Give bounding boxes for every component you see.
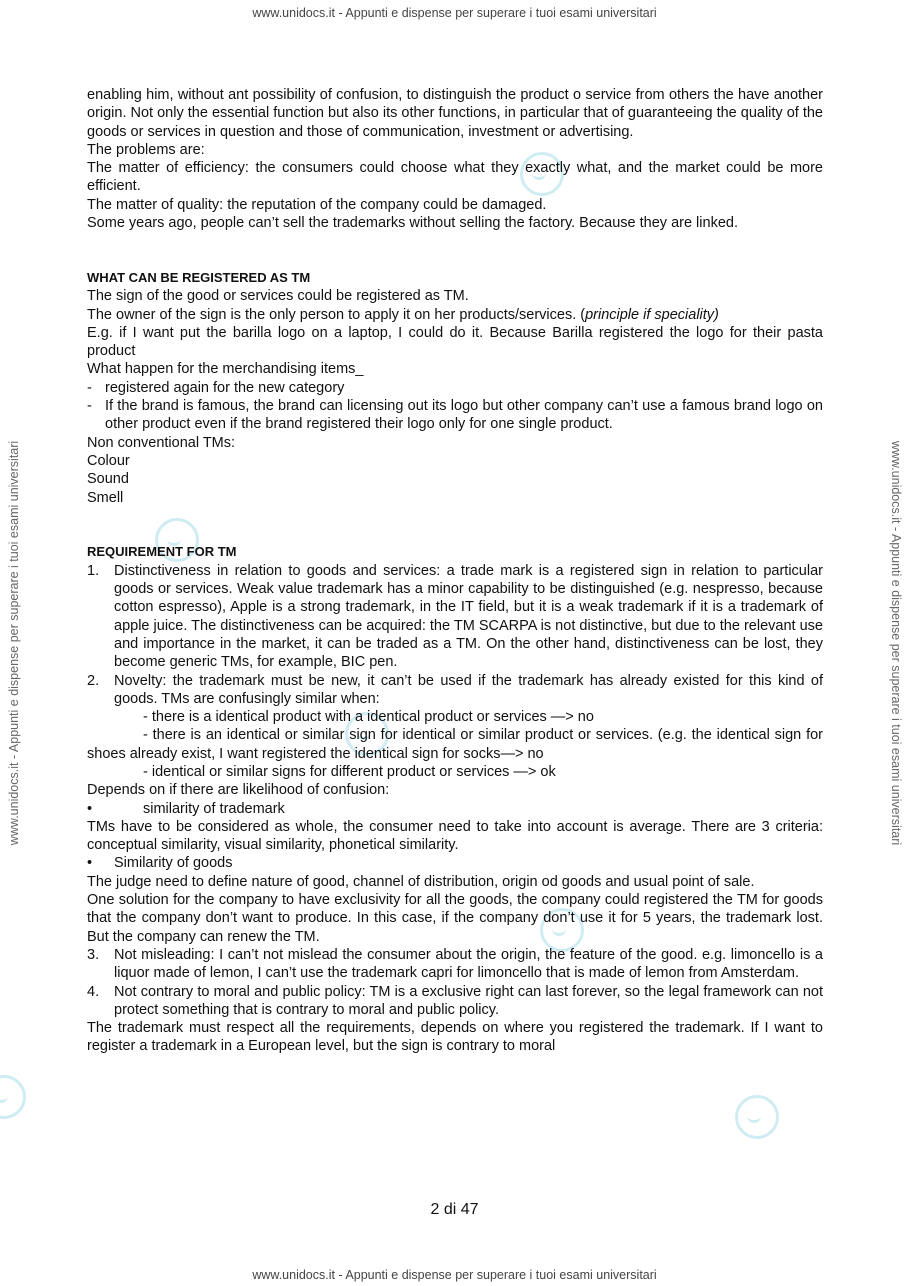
paragraph [87,306,823,324]
numbered-item [87,946,823,983]
sub-item-text: - there is an identical or similar sign for identical or similar product or services. (e.g. the identical sign for shoes already exist, I want registered the identical sign for socks—> no [87,727,823,762]
paragraph-text: The owner of the sign is the only person to apply it on her products/services. ( [87,306,586,323]
list-item: Colour [87,452,130,469]
section-heading: REQUIREMENT FOR TM [87,544,237,560]
watermark-logo-icon [735,1095,779,1139]
paragraph: One solution for the company to have exclusivity for all the goods, the company could registered the TM for goods that the company don’t want to produce. In this case, if the company don’t use it for 5 years, the trademark lost. But the company can renew the TM. [87,892,823,945]
bullet-item [87,854,823,872]
italic-note: principle if speciality) [585,306,719,323]
sub-item: - identical or similar signs for different product or services —> ok [143,763,556,780]
left-watermark-banner: www.unidocs.it - Appunti e dispense per superare i tuoi esami universitari [7,440,21,846]
list-item: Sound [87,471,129,488]
top-watermark-banner: www.unidocs.it - Appunti e dispense per superare i tuoi esami universitari [252,6,657,20]
bullet-text: similarity of trademark [143,800,285,817]
numbered-item [87,672,823,709]
bottom-watermark-banner: www.unidocs.it - Appunti e dispense per superare i tuoi esami universitari [252,1268,657,1282]
paragraph: Non conventional TMs: [87,434,236,451]
item-number: 3. [87,946,100,963]
list-item-text: registered again for the new category [105,379,345,396]
section-heading: WHAT CAN BE REGISTERED AS TM [87,269,311,285]
list-item [87,397,823,434]
paragraph: TMs have to be considered as whole, the consumer need to take into account is average. There are 3 criteria: conceptual similarity, visual similarity, phonetical similarity. [87,818,823,854]
document-body [87,86,823,1056]
list-item: Smell [87,489,124,506]
paragraph: The sign of the good or services could be registered as TM. [87,288,469,305]
item-number: 1. [87,562,100,579]
item-number: 4. [87,983,100,1000]
paragraph: The matter of efficiency: the consumers could choose what they exactly what, and the market could be more efficient. [87,160,823,195]
list-item [87,379,823,397]
bullet-text: Similarity of goods [114,855,233,872]
item-text: Not contrary to moral and public policy: TM is a exclusive right can last forever, so the legal framework can not protect something that is contrary to moral and public policy. [114,983,823,1018]
paragraph: The problems are: [87,141,205,158]
numbered-item [87,562,823,672]
paragraph: The trademark must respect all the requirements, depends on where you registered the trademark. If I want to register a trademark in a European level, but the sign is contrary to moral [87,1020,823,1055]
list-item-text: If the brand is famous, the brand can licensing out its logo but other company can’t use a famous brand logo on other product even if the brand registered their logo only for one single product. [105,398,823,433]
paragraph: enabling him, without ant possibility of confusion, to distinguish the product o service from others the have another origin. Not only the essential function but also its other functions, in particular that of guaranteeing the quality of the goods or services in question and those of communication, investment or advertising. [87,87,823,140]
right-watermark-banner: www.unidocs.it - Appunti e dispense per superare i tuoi esami universitari [889,440,903,846]
bullet-item [87,800,823,818]
paragraph: What happen for the merchandising items_ [87,361,364,378]
bullet-marker: • [87,855,93,872]
sub-item [87,726,823,763]
dash-marker: - [87,398,92,415]
item-text: Distinctiveness in relation to goods and services: a trade mark is a registered sign in relation to particular goods or services. Weak value trademark has a minor capability to be distinguished (e.g. nespresso, because cotton espresso), Apple is a strong trademark, in the IT field, but it is a weak trademark if it is a trademark of apple juice. The distinctiveness can be acquired: the TM SCARPA is not distinctive, but due to the relevant use and importance in the market, it can be traded as a TM. On the other hand, distinctiveness can be lost, they become generic TMs, for example, BIC pen. [114,562,823,671]
page-number: 2 di 47 [430,1201,479,1218]
item-text: Not misleading: I can’t not mislead the consumer about the origin, the feature of the good. e.g. limoncello is a liquor made of lemon, I can’t use the trademark capri for limoncello that is made of lemon from Amsterdam. [114,946,823,982]
paragraph: The judge need to define nature of good, channel of distribution, origin od goods and usual point of sale. [87,873,755,890]
paragraph: The matter of quality: the reputation of the company could be damaged. [87,196,547,213]
watermark-logo-icon [0,1075,26,1119]
paragraph: Some years ago, people can’t sell the trademarks without selling the factory. Because they are linked. [87,215,738,232]
paragraph: E.g. if I want put the barilla logo on a laptop, I could do it. Because Barilla registered the logo for their pasta product [87,324,823,360]
bullet-marker: • [87,800,93,817]
item-number: 2. [87,672,100,689]
sub-item: - there is a identical product with a identical product or services —> no [143,709,594,726]
numbered-item [87,983,823,1020]
dash-marker: - [87,379,92,396]
item-text: Novelty: the trademark must be new, it can’t be used if the trademark has already existed for this kind of goods. TMs are confusingly similar when: [114,672,823,707]
paragraph: Depends on if there are likelihood of confusion: [87,782,390,799]
